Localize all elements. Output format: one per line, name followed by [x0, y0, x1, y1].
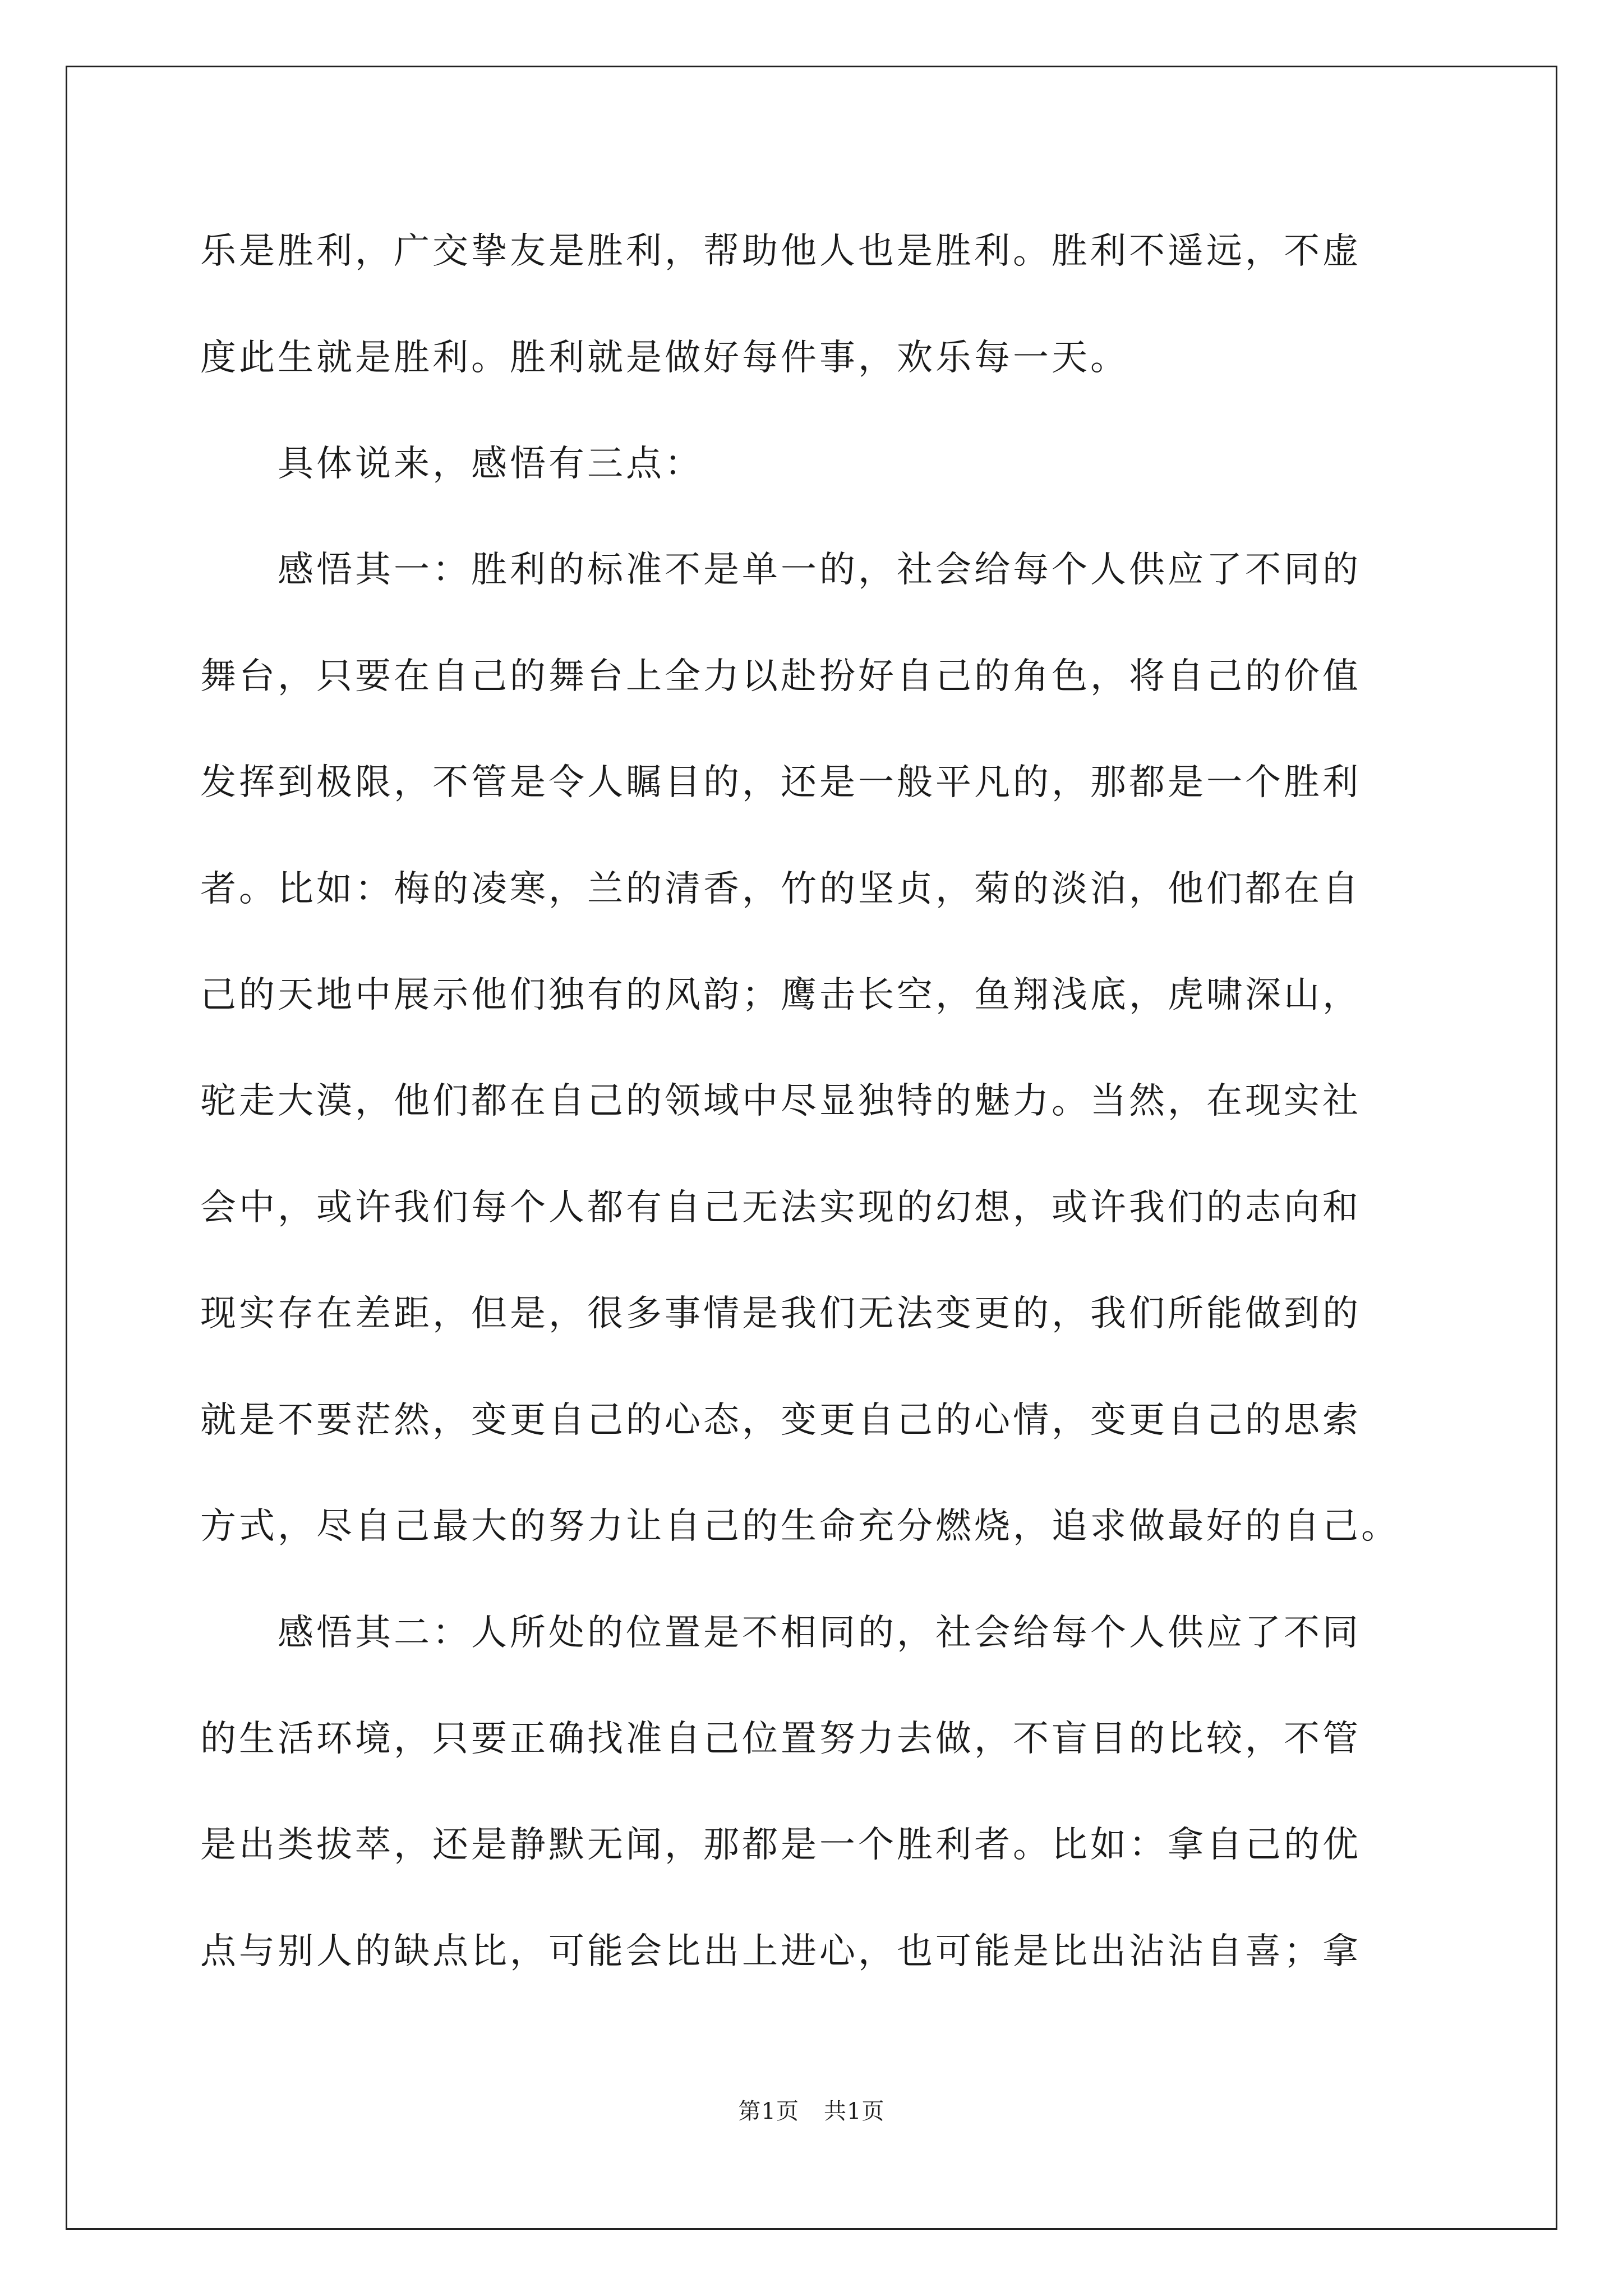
text-line: 感悟其一：胜利的标准不是单一的，社会给每个人供应了不同的 [200, 549, 1361, 591]
text-line: 现实存在差距，但是，很多事情是我们无法变更的，我们所能做到的 [200, 1293, 1361, 1335]
text-line: 是出类拔萃，还是静默无闻，那都是一个胜利者。比如：拿自己的优 [200, 1824, 1361, 1866]
text-line: 己的天地中展示他们独有的风韵；鹰击长空，鱼翔浅底，虎啸深山， [200, 974, 1361, 1016]
text-line: 驼走大漠，他们都在自己的领域中尽显独特的魅力。当然，在现实社 [200, 1080, 1361, 1122]
text-line: 的生活环境，只要正确找准自己位置努力去做，不盲目的比较，不管 [200, 1718, 1361, 1760]
page-number: 第1页 [738, 2099, 799, 2124]
text-line: 就是不要茫然，变更自己的心态，变更自己的心情，变更自己的思索 [200, 1400, 1361, 1441]
text-line: 者。比如：梅的凌寒，兰的清香，竹的坚贞，菊的淡泊，他们都在自 [200, 868, 1361, 910]
text-line: 舞台，只要在自己的舞台上全力以赴扮好自己的角色，将自己的价值 [200, 656, 1361, 697]
text-line: 发挥到极限，不管是令人瞩目的，还是一般平凡的，那都是一个胜利 [200, 762, 1361, 803]
text-line: 点与别人的缺点比，可能会比出上进心，也可能是比出沾沾自喜；拿 [200, 1931, 1361, 1972]
text-line: 乐是胜利，广交挚友是胜利，帮助他人也是胜利。胜利不遥远，不虚 [200, 231, 1361, 272]
text-line: 方式，尽自己最大的努力让自己的生命充分燃烧，追求做最好的自己。 [200, 1506, 1400, 1547]
page-total: 共1页 [824, 2099, 885, 2124]
text-line: 度此生就是胜利。胜利就是做好每件事，欢乐每一天。 [200, 337, 1129, 379]
text-line: 会中，或许我们每个人都有自己无法实现的幻想，或许我们的志向和 [200, 1187, 1361, 1228]
text-line: 感悟其二：人所处的位置是不相同的，社会给每个人供应了不同 [200, 1612, 1361, 1654]
page-footer [0, 2098, 1623, 2125]
page-border [66, 66, 1557, 2230]
text-line: 具体说来，感悟有三点： [200, 443, 703, 485]
